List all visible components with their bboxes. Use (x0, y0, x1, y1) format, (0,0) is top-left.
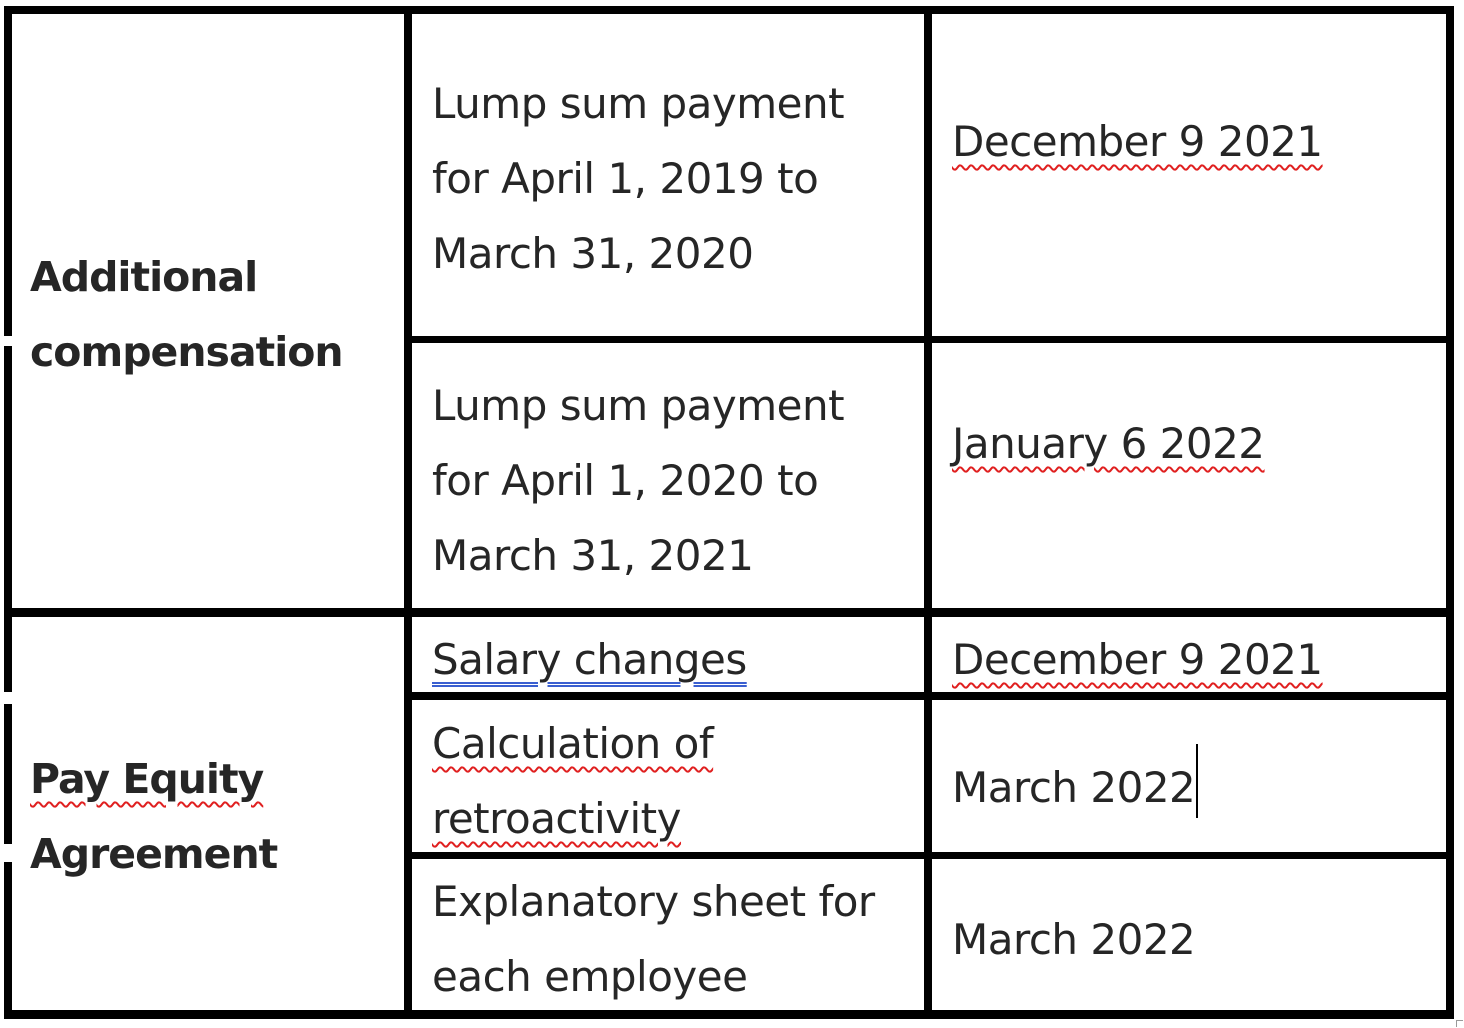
item-line: Lump sum payment (432, 79, 845, 128)
column-divider-1 (404, 8, 412, 1018)
row-divider (408, 336, 1454, 343)
table-border-right (1446, 8, 1454, 1018)
table-cell-date (952, 104, 1323, 179)
table-cell-item (432, 66, 844, 291)
item-line: Lump sum payment (432, 381, 845, 430)
date-text: March 2022 (952, 915, 1196, 964)
item-line: Explanatory sheet for (432, 877, 875, 926)
column-divider-2 (924, 8, 932, 1018)
item-line: March 31, 2021 (432, 531, 754, 580)
table-cell-item (432, 622, 747, 697)
item-line: each employee (432, 952, 748, 1001)
table-cell-date (952, 406, 1265, 481)
table-border-left (4, 704, 12, 844)
date-text: January 6 2022 (952, 419, 1265, 468)
table-border-left (4, 8, 12, 336)
group-label-additional-compensation: Additional compensation (30, 253, 343, 376)
item-line: for April 1, 2020 to (432, 456, 819, 505)
table-cell-item (432, 706, 713, 856)
date-text: December 9 2021 (952, 117, 1323, 166)
table-cell-date (952, 622, 1323, 697)
table-cell-item (432, 864, 875, 1014)
group-label-pay-equity-agreement: Pay Equity Agreement (30, 755, 278, 878)
table-border-top (4, 6, 1454, 14)
date-text-editing[interactable] (952, 744, 1198, 825)
item-line: Calculation of (432, 719, 714, 768)
table-cell-item (432, 368, 844, 593)
group-divider (4, 608, 1454, 617)
text-cursor (1196, 744, 1198, 818)
date-text: March 2022 (952, 763, 1196, 812)
item-line: retroactivity (432, 794, 682, 843)
item-line: March 31, 2020 (432, 229, 754, 278)
table-cell-date (952, 902, 1195, 977)
item-line: Salary changes (432, 635, 747, 684)
table-border-left (4, 346, 12, 692)
table-corner-marker (1456, 1020, 1463, 1027)
date-text: December 9 2021 (952, 635, 1323, 684)
item-line: for April 1, 2019 to (432, 154, 819, 203)
table-border-left (4, 862, 12, 1018)
table-cell-date[interactable] (952, 744, 1198, 825)
